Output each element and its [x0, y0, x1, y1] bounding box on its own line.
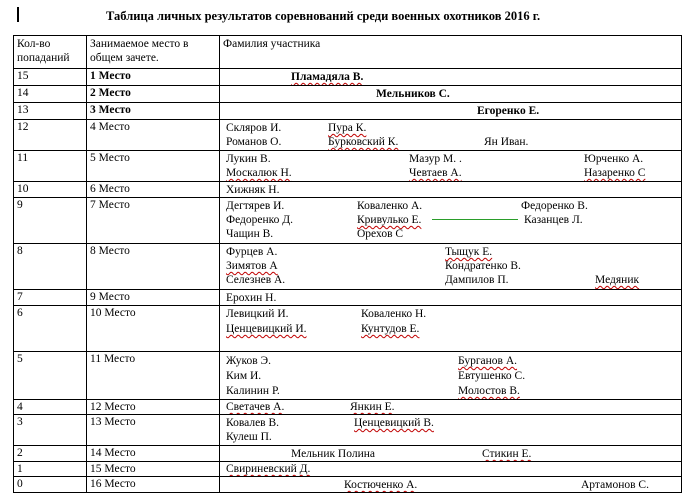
hits-cell: 13 [14, 103, 87, 120]
header-place: Занимаемое место в общем зачете. [87, 36, 220, 69]
table-header-row [14, 36, 682, 69]
names-cell [220, 415, 682, 446]
table-row [14, 477, 682, 493]
participant-name: Бурганов А. [458, 355, 518, 367]
participant-name: Лукин В. [226, 153, 271, 165]
participant-name: Мельников С. [376, 88, 450, 100]
participant-name: Кондратенко В. [445, 260, 521, 272]
place-cell: 3 Место [87, 103, 220, 120]
hits-cell: 3 [14, 415, 87, 446]
participant-name: Москалюк Н. [226, 167, 292, 179]
participant-name: Романов О. [226, 136, 282, 148]
participant-name: Мазур М. . [409, 153, 462, 165]
text-cursor [17, 7, 19, 22]
names-cell [220, 86, 682, 103]
participant-name: Чевтаев А. [409, 167, 462, 179]
participant-name: Ценцевицкий И. [226, 323, 307, 335]
hits-cell: 10 [14, 182, 87, 198]
table-row [14, 446, 682, 462]
participant-name: Янкин Е. [350, 401, 395, 413]
participant-name: Молостов В. [458, 385, 520, 397]
place-cell: 6 Место [87, 182, 220, 198]
participant-name: Зимятов А [226, 260, 278, 272]
table-row [14, 306, 682, 352]
hits-cell: 11 [14, 151, 87, 182]
hits-cell: 8 [14, 244, 87, 290]
table-row [14, 182, 682, 198]
names-cell [220, 446, 682, 462]
hits-cell: 2 [14, 446, 87, 462]
table-row [14, 198, 682, 244]
participant-name: Дегтярев И. [226, 200, 285, 212]
table-row [14, 290, 682, 306]
names-cell [220, 400, 682, 415]
place-cell: 1 Место [87, 69, 220, 86]
participant-name: Дампилов П. [445, 274, 509, 286]
hits-cell: 9 [14, 198, 87, 244]
participant-name: Хижняк Н. [226, 184, 280, 196]
participant-name: Ковалев В. [226, 417, 280, 429]
participant-name: Федоренко В. [521, 200, 588, 212]
participant-name: Коваленко Н. [361, 308, 427, 320]
grammar-underline [432, 213, 518, 220]
participant-name: Ян Иван. [484, 136, 529, 148]
participant-name: Федоренко Д. [226, 214, 293, 226]
participant-name: Мельник Полина [291, 448, 375, 460]
participant-name: Стикин Е. [482, 448, 532, 460]
participant-name: Селезнев А. [226, 274, 286, 286]
participant-name: Светачев А. [226, 401, 285, 413]
results-table [13, 35, 682, 493]
participant-name: Свириневский Д. [226, 463, 311, 475]
place-cell: 7 Место [87, 198, 220, 244]
place-cell: 15 Место [87, 462, 220, 477]
participant-name: Егоренко Е. [477, 105, 540, 117]
names-cell [220, 477, 682, 493]
table-row [14, 352, 682, 400]
participant-name: Юрченко А. [584, 153, 644, 165]
participant-name: Кривулько Е. [357, 214, 422, 226]
hits-cell: 14 [14, 86, 87, 103]
participant-name: Артамонов С. [581, 479, 649, 491]
participant-name: Фурцев А. [226, 246, 278, 258]
participant-name: Калинин Р. [226, 385, 280, 397]
table-row [14, 120, 682, 151]
names-cell [220, 352, 682, 400]
hits-cell: 15 [14, 69, 87, 86]
names-cell [220, 198, 682, 244]
table-row [14, 103, 682, 120]
participant-name: Ерохин Н. [226, 292, 277, 304]
place-cell: 12 Место [87, 400, 220, 415]
table-row [14, 86, 682, 103]
names-cell [220, 462, 682, 477]
names-cell [220, 306, 682, 352]
hits-cell: 6 [14, 306, 87, 352]
hits-cell: 1 [14, 462, 87, 477]
place-cell: 4 Место [87, 120, 220, 151]
participant-name: Жуков Э. [226, 355, 272, 367]
header-name: Фамилия участника [220, 36, 682, 69]
header-hits: Кол-во попаданий [14, 36, 87, 69]
participant-name: Пламадяла В. [291, 71, 364, 83]
participant-name: Костюченко А. [344, 479, 418, 491]
place-cell: 14 Место [87, 446, 220, 462]
place-cell: 13 Место [87, 415, 220, 446]
hits-cell: 0 [14, 477, 87, 493]
participant-name: Чащин В. [226, 228, 274, 240]
participant-name: Скляров И. [226, 122, 282, 134]
place-cell: 9 Место [87, 290, 220, 306]
hits-cell: 4 [14, 400, 87, 415]
participant-name: Назаренко С [584, 167, 646, 179]
place-cell: 10 Место [87, 306, 220, 352]
names-cell [220, 120, 682, 151]
names-cell [220, 103, 682, 120]
participant-name: Казанцев Л. [524, 214, 583, 226]
place-cell: 11 Место [87, 352, 220, 400]
document-title: Таблица личных результатов соревнований среди военных охотников 2016 г. [106, 9, 541, 23]
participant-name: Ценцевицкий В. [354, 417, 434, 429]
participant-name: Тыщук Е. [445, 246, 493, 258]
table-row [14, 400, 682, 415]
participant-name: Бурковский К. [328, 136, 399, 148]
participant-name: Евтушенко С. [458, 370, 526, 382]
table-row [14, 244, 682, 290]
names-cell [220, 290, 682, 306]
names-cell [220, 182, 682, 198]
names-cell [220, 151, 682, 182]
names-cell [220, 244, 682, 290]
participant-name: Орехов С [357, 228, 404, 240]
place-cell: 8 Место [87, 244, 220, 290]
table-row [14, 415, 682, 446]
participant-name: Пура К. [328, 122, 367, 134]
hits-cell: 5 [14, 352, 87, 400]
place-cell: 16 Место [87, 477, 220, 493]
table-row [14, 462, 682, 477]
participant-name: Ким И. [226, 370, 262, 382]
participant-name: Медяник [595, 274, 640, 286]
place-cell: 5 Место [87, 151, 220, 182]
names-cell [220, 69, 682, 86]
hits-cell: 7 [14, 290, 87, 306]
participant-name: Коваленко А. [357, 200, 423, 212]
participant-name: Левицкий И. [226, 308, 289, 320]
hits-cell: 12 [14, 120, 87, 151]
place-cell: 2 Место [87, 86, 220, 103]
participant-name: Кунтудов Е. [361, 323, 420, 335]
participant-name: Кулеш П. [226, 431, 272, 443]
table-row [14, 151, 682, 182]
table-row [14, 69, 682, 86]
